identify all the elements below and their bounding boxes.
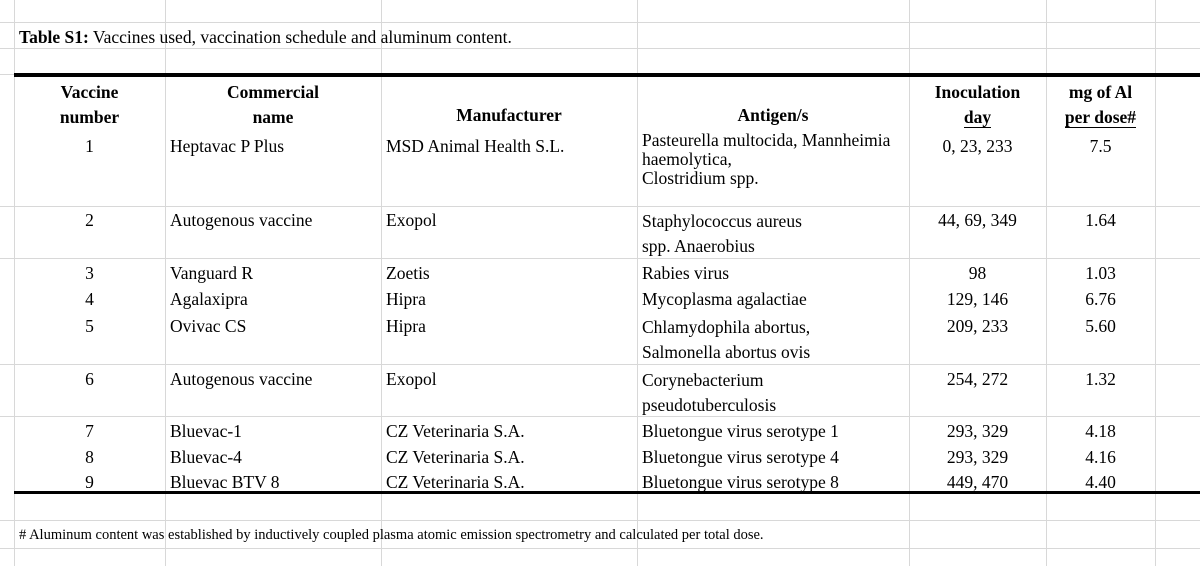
row-7-antigen: Bluetongue virus serotype 1 xyxy=(642,421,839,441)
row-6-name: Autogenous vaccine xyxy=(170,369,313,389)
table-footnote: # Aluminum content was established by inductively coupled plasma atomic emission spectrometry and calculated per total dose. xyxy=(19,527,764,543)
row-5-day: 209, 233 xyxy=(946,316,1009,336)
row-1-number: 1 xyxy=(85,136,94,156)
top-rule xyxy=(14,73,1200,77)
row-1-al: 7.5 xyxy=(1089,136,1112,156)
row-5-al: 5.60 xyxy=(1085,316,1116,336)
row-9-day: 449, 470 xyxy=(946,472,1009,492)
row-8-name: Bluevac-4 xyxy=(170,447,242,467)
row-3-manufacturer: Zoetis xyxy=(386,263,430,283)
row-3-day: 98 xyxy=(968,263,987,283)
row-9-name: Bluevac BTV 8 xyxy=(170,472,280,492)
row-9-number: 9 xyxy=(85,472,94,492)
row-8-antigen: Bluetongue virus serotype 4 xyxy=(642,447,839,467)
row-6-day: 254, 272 xyxy=(946,369,1009,389)
row-5-number: 5 xyxy=(85,316,94,336)
header-manufacturer: Manufacturer xyxy=(456,105,562,125)
row-4-manufacturer: Hipra xyxy=(386,289,426,309)
row-5-manufacturer: Hipra xyxy=(386,316,426,336)
row-4-name: Agalaxipra xyxy=(170,289,248,309)
row-8-al: 4.16 xyxy=(1085,447,1116,467)
row-6-number: 6 xyxy=(85,369,94,389)
row-1-manufacturer: MSD Animal Health S.L. xyxy=(386,136,565,156)
row-7-name: Bluevac-1 xyxy=(170,421,242,441)
header-inoculation-day: Inoculation day xyxy=(934,82,1021,127)
row-8-day: 293, 329 xyxy=(946,447,1009,467)
row-7-al: 4.18 xyxy=(1085,421,1116,441)
row-2-day: 44, 69, 349 xyxy=(938,210,1017,230)
header-mg-al: mg of Al per dose# xyxy=(1064,82,1137,127)
row-4-antigen: Mycoplasma agalactiae xyxy=(642,289,807,309)
row-7-number: 7 xyxy=(85,421,94,441)
header-vaccine-number: Vaccine number xyxy=(59,82,120,127)
row-2-name: Autogenous vaccine xyxy=(170,210,313,230)
row-3-name: Vanguard R xyxy=(170,263,254,283)
row-4-al: 6.76 xyxy=(1085,289,1116,309)
row-8-manufacturer: CZ Veterinaria S.A. xyxy=(386,447,525,467)
row-7-day: 293, 329 xyxy=(946,421,1009,441)
row-7-manufacturer: CZ Veterinaria S.A. xyxy=(386,421,525,441)
row-6-antigen: Corynebacterium pseudotuberculosis xyxy=(642,370,777,415)
header-commercial-name: Commercial name xyxy=(226,82,319,127)
row-5-antigen: Chlamydophila abortus, Salmonella abortus ovis xyxy=(642,317,811,362)
row-1-antigen: Pasteurella multocida, Mannheimia haemolytica, Clostridium spp. xyxy=(642,130,891,188)
row-2-antigen: Staphylococcus aureus spp. Anaerobius xyxy=(642,211,802,256)
row-6-al: 1.32 xyxy=(1085,369,1116,389)
row-9-antigen: Bluetongue virus serotype 8 xyxy=(642,472,839,492)
row-9-al: 4.40 xyxy=(1085,472,1116,492)
row-4-number: 4 xyxy=(85,289,94,309)
row-3-number: 3 xyxy=(85,263,94,283)
row-3-al: 1.03 xyxy=(1085,263,1116,283)
row-1-day: 0, 23, 233 xyxy=(942,136,1013,156)
row-5-name: Ovivac CS xyxy=(170,316,247,336)
row-2-al: 1.64 xyxy=(1085,210,1116,230)
row-4-day: 129, 146 xyxy=(946,289,1009,309)
row-1-name: Heptavac P Plus xyxy=(170,136,285,156)
row-3-antigen: Rabies virus xyxy=(642,263,730,283)
row-9-manufacturer: CZ Veterinaria S.A. xyxy=(386,472,525,492)
row-2-manufacturer: Exopol xyxy=(386,210,437,230)
row-6-manufacturer: Exopol xyxy=(386,369,437,389)
header-antigens: Antigen/s xyxy=(737,105,809,125)
table-title: Table S1: Vaccines used, vaccination schedule and aluminum content. xyxy=(19,27,512,47)
row-2-number: 2 xyxy=(85,210,94,230)
row-8-number: 8 xyxy=(85,447,94,467)
